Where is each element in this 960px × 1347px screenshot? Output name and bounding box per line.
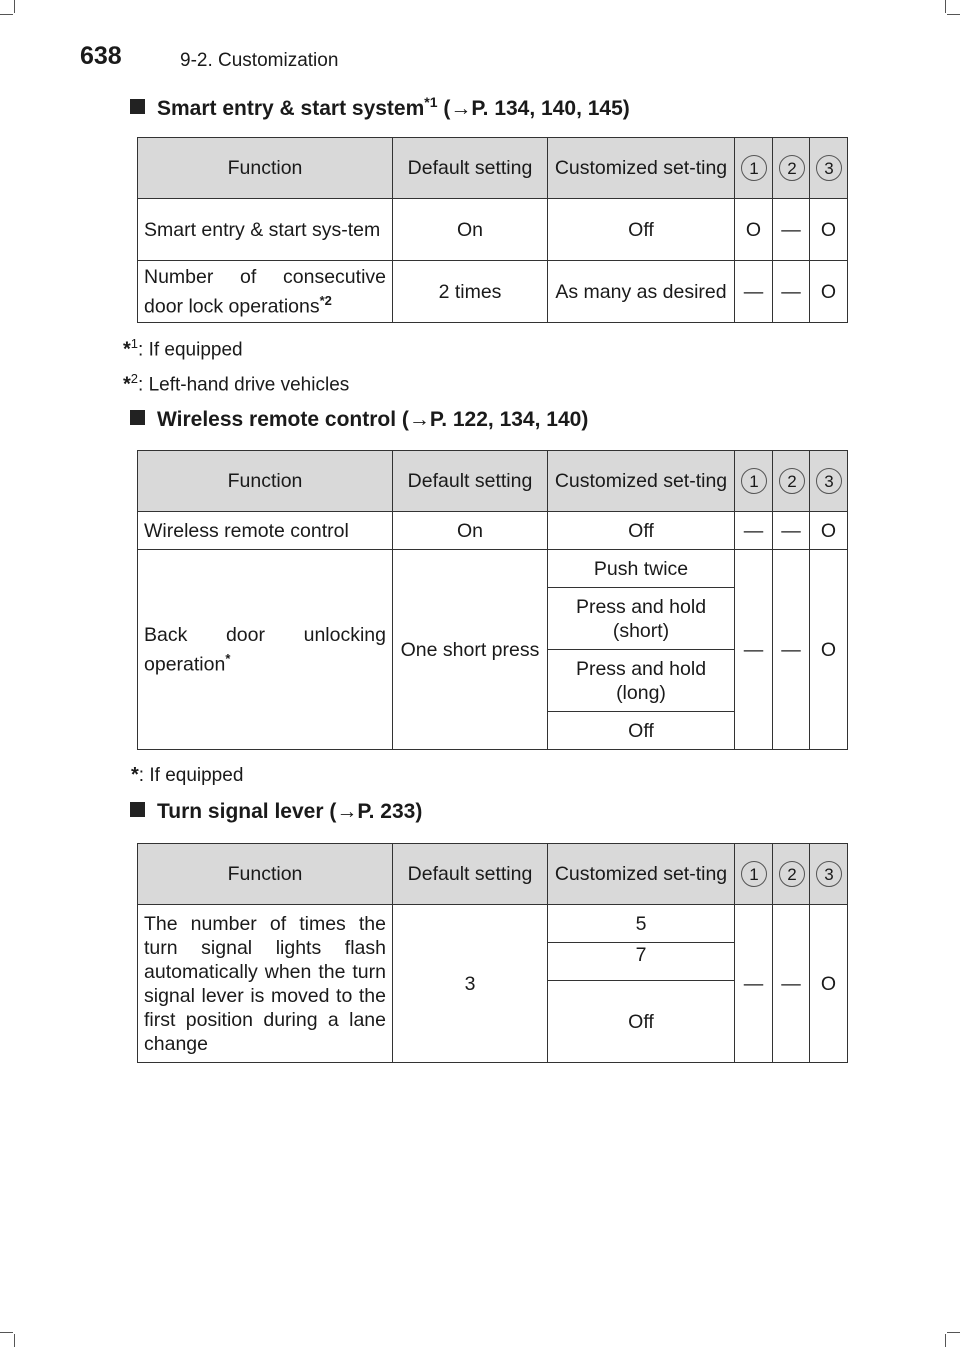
cell-function: The number of times the turn signal lights flash automatically when the turn signal lever is moved to the first position during a lane change	[138, 905, 393, 1063]
footnote-number: 2	[130, 371, 139, 386]
header-default: Default setting	[393, 451, 548, 512]
circled-number: 2	[779, 468, 805, 494]
cell-default: 2 times	[393, 261, 548, 323]
square-bullet-icon	[130, 802, 145, 817]
header-default: Default setting	[393, 844, 548, 905]
settings-table-smart-entry	[137, 137, 848, 323]
circled-number: 1	[741, 468, 767, 494]
square-bullet-icon	[130, 410, 145, 425]
cell-col-3: O	[810, 199, 848, 261]
footnote-star: *	[123, 338, 131, 361]
header-customized: Customized set-ting	[548, 451, 735, 512]
header-col-3	[810, 451, 848, 512]
cell-col-2: —	[773, 261, 810, 323]
footnote	[123, 371, 349, 396]
header-function: Function	[138, 844, 393, 905]
header-col-2	[773, 844, 810, 905]
footnote-text: : If equipped	[138, 765, 244, 786]
cell-col-1: —	[735, 905, 773, 1063]
crop-mark	[0, 1332, 13, 1333]
crop-mark	[0, 14, 13, 15]
page-reference: (→P. 134, 140, 145)	[443, 97, 630, 120]
footnote-number: 1	[130, 336, 139, 351]
cell-custom: As many as desired	[548, 261, 735, 323]
cell-custom: Off	[548, 981, 735, 1063]
footnote-star: *	[123, 373, 131, 396]
header-customized: Customized set-ting	[548, 844, 735, 905]
settings-table-wireless-remote	[137, 450, 848, 750]
cell-col-3: O	[810, 512, 848, 550]
circled-number: 3	[816, 468, 842, 494]
footnote-mark: *2	[319, 292, 332, 308]
cell-col-3: O	[810, 905, 848, 1063]
circled-number: 2	[779, 861, 805, 887]
header-customized: Customized set-ting	[548, 138, 735, 199]
header-col-3	[810, 138, 848, 199]
footnote-mark: *	[225, 650, 231, 666]
cell-col-1: —	[735, 550, 773, 750]
section-heading-wireless-remote	[130, 408, 588, 432]
table-row	[138, 512, 848, 550]
cell-default: 3	[393, 905, 548, 1063]
table-row	[138, 261, 848, 323]
chapter-title: 9-2. Customization	[180, 50, 339, 71]
cell-custom: Off	[548, 199, 735, 261]
table-row	[138, 199, 848, 261]
cell-col-3: O	[810, 261, 848, 323]
footnote-star: *	[131, 764, 139, 786]
cell-col-1: —	[735, 261, 773, 323]
cell-custom: Off	[548, 712, 735, 750]
table-row	[138, 550, 848, 588]
circled-number: 1	[741, 861, 767, 887]
cell-function	[138, 261, 393, 323]
section-heading-turn-signal	[130, 800, 422, 824]
crop-mark	[947, 14, 960, 15]
header-function: Function	[138, 138, 393, 199]
cell-function: Smart entry & start sys-tem	[138, 199, 393, 261]
crop-mark	[14, 1334, 15, 1347]
cell-default: One short press	[393, 550, 548, 750]
cell-custom: Press and hold (short)	[548, 588, 735, 650]
cell-col-2: —	[773, 905, 810, 1063]
section-heading-smart-entry	[130, 94, 630, 121]
circled-number: 2	[779, 155, 805, 181]
cell-col-2: —	[773, 199, 810, 261]
function-text: Back door unlocking operation	[144, 623, 386, 676]
cell-col-2: —	[773, 550, 810, 750]
header-default: Default setting	[393, 138, 548, 199]
table-header-row	[138, 138, 848, 199]
footnote	[123, 336, 243, 361]
settings-table-turn-signal	[137, 843, 848, 1063]
table-row	[138, 905, 848, 943]
cell-col-1: —	[735, 512, 773, 550]
square-bullet-icon	[130, 99, 145, 114]
page-reference: (→P. 122, 134, 140)	[401, 408, 589, 431]
header-col-3	[810, 844, 848, 905]
cell-custom: Push twice	[548, 550, 735, 588]
footnote-text: : Left-hand drive vehicles	[138, 374, 350, 396]
circled-number: 3	[816, 155, 842, 181]
cell-col-1: O	[735, 199, 773, 261]
cell-default: On	[393, 512, 548, 550]
header-col-1	[735, 138, 773, 199]
table-header-row	[138, 844, 848, 905]
crop-mark	[14, 0, 15, 13]
function-text: Number of consecutive door lock operations	[144, 265, 386, 318]
page-number: 638	[80, 42, 122, 70]
cell-custom: 5	[548, 905, 735, 943]
header-col-1	[735, 451, 773, 512]
header-function: Function	[138, 451, 393, 512]
footnote	[131, 764, 243, 787]
crop-mark	[947, 1332, 960, 1333]
header-col-1	[735, 844, 773, 905]
section-title: Smart entry & start system	[157, 97, 425, 120]
cell-function: Wireless remote control	[138, 512, 393, 550]
section-title: Turn signal lever	[157, 800, 324, 823]
cell-custom: 7	[548, 943, 735, 981]
section-title: Wireless remote control	[157, 408, 397, 431]
table-header-row	[138, 451, 848, 512]
footnote-mark: *1	[424, 94, 438, 110]
cell-col-3: O	[810, 550, 848, 750]
header-col-2	[773, 451, 810, 512]
cell-function	[138, 550, 393, 750]
circled-number: 1	[741, 155, 767, 181]
circled-number: 3	[816, 861, 842, 887]
cell-custom: Press and hold (long)	[548, 650, 735, 712]
cell-default: On	[393, 199, 548, 261]
crop-mark	[945, 1334, 946, 1347]
page-reference: (→P. 233)	[329, 800, 423, 823]
header-col-2	[773, 138, 810, 199]
crop-mark	[945, 0, 946, 13]
footnote-text: : If equipped	[138, 339, 243, 361]
cell-col-2: —	[773, 512, 810, 550]
cell-custom: Off	[548, 512, 735, 550]
